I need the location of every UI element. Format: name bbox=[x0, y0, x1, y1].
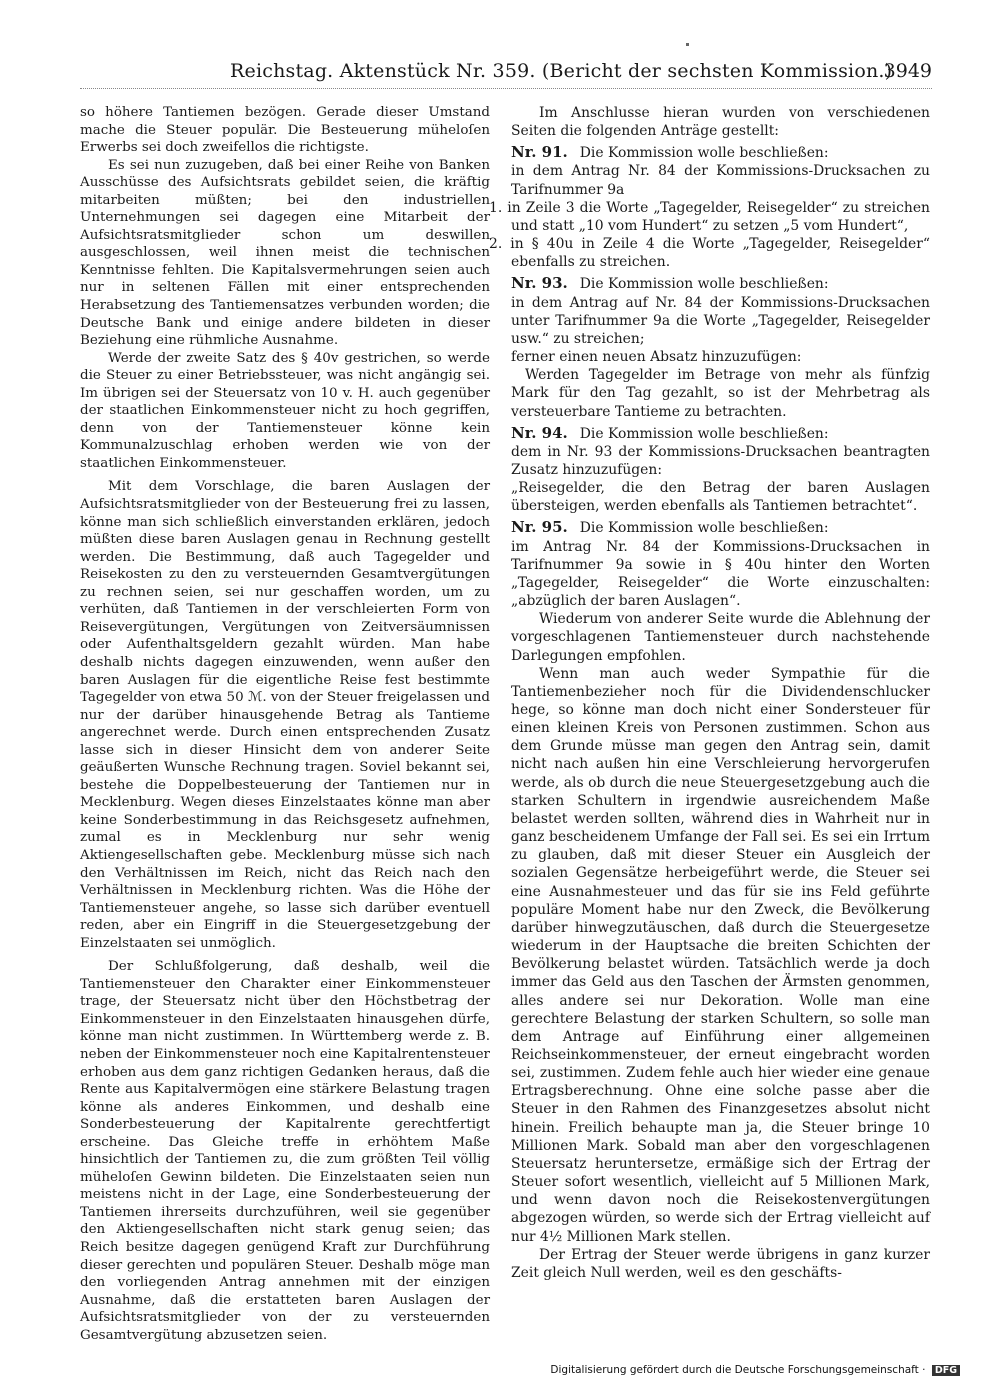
paragraph: Wenn man auch weder Sympathie für die Tantiemenbezieher noch für die Dividendenschlucker hege, so könne man doch nicht einer Sondersteuer für einen kleinen Kreis von Personen zustimmen. Schon aus dem Grunde müsse man gegen den Antrag sein, damit nicht nach außen hin eine Verschleierung hervorgerufen werde, als ob durch die neue Steuergesetzgebung auch die starken Schultern in irgendwie ausreichendem Maße belastet werden sollten, während dies in Wahrheit nur in ganz bescheidenem Umfange der Fall sei. Es sei ein Irrtum zu glauben, daß mit dieser Steuer ein Ausgleich der sozialen Gegensätze herbeigeführt werde, die Steuer sei eine Ausnahmesteuer und das für sie ins Feld geführte populäre Moment habe nur den Zweck, die Bevölkerung darüber hinwegzutäuschen, daß durch die Steuergesetze wiederum in der Hauptsache die breiten Schichten der Bevölkerung belastet würden. Tatsächlich werde ja doch immer das Geld aus den Taschen der Ärmsten genommen, alles andere sei nur Dekoration. Wolle man eine gerechtere Belastung der starken Schultern, so solle man dem Antrage auf Einführung einer allgemeinen Reichseinkommensteuer, der erneut eingebracht worden sei, zustimmen. Zudem fehle auch hier wieder eine genaue Ertragsberechnung. Ohne eine solche passe aber die Steuer in den Rahmen des Finanzgesetzes absolut nicht hinein. Freilich behaupte man ja, die Steuer bringe 10 Millionen Mark. Sobald man aber den vorgeschlagenen Steuersatz heruntersetze, ermäßige sich der Ertrag der Steuer sofort wesentlich, vielleicht auf 5 Millionen Mark, und wenn davon noch die Reisekostenvergütungen abgezogen würden, so werde sich der Ertrag vielleicht auf nur 4½ Millionen Mark stellen. bbox=[511, 665, 930, 1245]
motion-item: 1. in Zeile 3 die Worte „Tagegelder, Reisegelder“ zu streichen und statt „10 vom Hundert“ zu setzen „5 vom Hundert“, bbox=[489, 199, 930, 234]
motion-quote: „Reisegelder, die den Betrag der baren Auslagen übersteigen, werden ebenfalls als Tantiemen betrachtet“. bbox=[511, 480, 930, 515]
right-column bbox=[489, 104, 930, 1282]
credit-text: Digitalisierung gefördert durch die Deutsche Forschungsgemeinschaft · bbox=[550, 1364, 926, 1376]
motion-94 bbox=[511, 424, 930, 516]
motion-heading: Die Kommission wolle beschließen: bbox=[579, 520, 829, 537]
page-number: 3949 bbox=[883, 60, 932, 82]
motion-number: Nr. 93. bbox=[511, 274, 568, 293]
paragraph: Der Schlußfolgerung, daß deshalb, weil die Tantiemensteuer den Charakter einer Einkommensteuer trage, der Steuersatz nicht über den Höchstbetrag der Einkommensteuer in den Einzelstaaten hinausgehen dürfe, könne man nicht zustimmen. In Württemberg werde z. B. neben der Einkommensteuer noch eine Kapitalrentensteuer erhoben aus dem ganz richtigen Gedanken heraus, daß die Rente aus Kapitalvermögen eine stärkere Belastung tragen könne als anderes Einkommen, und deshalb eine Sonderbesteuerung der Kapitalrente gerechtfertigt erscheine. Das Gleiche treffe in erhöhtem Maße hinsichtlich der Tantiemen zu, die zum größten Teil völlig müheloſen Gewinn bildeten. Die Einzelstaaten seien nun meistens nicht in der Lage, eine Sonderbesteuerung der Tantiemen ihrerseits durchzuführen, weil sie gegenüber den Aktiengesellschaften nicht stark genug seien; das Reich besitze dagegen genügend Kraft zur Durchführung dieser gerechten und populären Steuer. Deshalb möge man den vorliegenden Antrag annehmen mit der einzigen Ausnahme, daß die erstatteten baren Auslagen der Aufsichtsratsmitglieder von der zu versteuernden Gesamtvergütung abzusetzen seien. bbox=[80, 959, 490, 1343]
digitization-credit bbox=[550, 1364, 960, 1376]
motion-text: ferner einen neuen Absatz hinzuzufügen: bbox=[511, 349, 802, 366]
motion-number: Nr. 95. bbox=[511, 518, 568, 537]
motion-text: in dem Antrag auf Nr. 84 der Kommissions-Drucksachen unter Tarifnummer 9a die Worte „Tagegelder, Reisegelder usw.“ zu streichen; bbox=[511, 294, 930, 347]
motion-95 bbox=[511, 518, 930, 610]
motion-heading: Die Kommission wolle beschließen: bbox=[579, 276, 829, 293]
print-mark bbox=[686, 43, 689, 46]
motion-number: Nr. 94. bbox=[511, 423, 568, 442]
paragraph: so höhere Tantiemen bezögen. Gerade dieser Umstand mache die Steuer populär. Die Besteuerung müheloſen Erwerbs sei doch zweifellos die richtigste. bbox=[80, 105, 490, 156]
motion-number: Nr. 91. bbox=[511, 143, 568, 162]
motion-heading: Die Kommission wolle beschließen: bbox=[579, 425, 829, 442]
motion-heading: Die Kommission wolle beschließen: bbox=[579, 145, 829, 162]
paragraph: Wiederum von anderer Seite wurde die Ablehnung der vorgeschlagenen Tantiemensteuer durch nachstehende Darlegungen empfohlen. bbox=[511, 611, 930, 664]
paragraph: Mit dem Vorschlage, die baren Auslagen der Aufsichtsratsmitglieder von der Besteuerung frei zu lassen, könne man sich schließlich einverstanden erklären, jedoch müßten diese baren Auslagen genau in Rechnung gestellt werden. Die Bestimmung, daß auch Tagegelder und Reisekosten zu den zu versteuernden Gesamtvergütungen zu rechnen seien, sei nur geschaffen worden, um zu verhüten, daß Tantiemen in der verschleierten Form von Reisevergütungen, Vergütungen von Zeitversäumnissen oder Aufenthaltsgeldern gezahlt würden. Man habe deshalb nichts dagegen einzuwenden, wenn außer den baren Auslagen für die eigentliche Reise fest bestimmte Tagegelder von etwa 50 ℳ. von der Steuer freigelassen und nur der darüber hinausgehende Betrag als Tantieme angerechnet werde. Durch einen entsprechenden Zusatz lasse sich in dieser Hinsicht dem von anderer Seite geäußerten Wunsche Rechnung tragen. Soviel bekannt sei, bestehe die Doppelbesteuerung der Tantiemen nur in Mecklenburg. Wegen dieses Einzelstaates könne man aber keine Sonderbestimmung in das Reichsgesetz aufnehmen, zumal es in Mecklenburg nur sehr wenig Aktiengesellschaften gebe. Mecklenburg müsse sich nach den Verhältnissen im Reich, nicht das Reich nach den Verhältnissen in Mecklenburg richten. Was die Höhe der Tantiemensteuer angehe, so lasse sich darüber eventuell reden, aber ein Eingriff in die Steuergesetzgebung der Einzelstaaten sei unmöglich. bbox=[80, 479, 490, 951]
motion-text: dem in Nr. 93 der Kommissions-Drucksachen beantragten Zusatz hinzuzufügen: bbox=[511, 443, 930, 478]
paragraph: Werde der zweite Satz des § 40v gestrichen, so werde die Steuer zu einer Betriebssteuer, was nicht angängig sei. Im übrigen sei der Steuersatz von 10 v. H. auch gegenüber der staatlichen Einkommensteuer nicht zu hoch gegriffen, denn von der Tantiemensteuer könne kein Kommunalzuschlag erhoben werden wie von der staatlichen Einkommensteuer. bbox=[80, 350, 490, 471]
left-column bbox=[80, 104, 490, 1344]
intro-paragraph: Im Anschlusse hieran wurden von verschiedenen Seiten die folgenden Anträge gestellt: bbox=[511, 105, 930, 140]
motion-91 bbox=[489, 143, 930, 271]
motion-text: in dem Antrag Nr. 84 der Kommissions-Drucksachen zu Tarifnummer 9a bbox=[511, 163, 930, 198]
paragraph: Es sei nun zuzugeben, daß bei einer Reihe von Banken Ausschüsse des Aufsichtsrats gebildet seien, die kräftig mitarbeiten müßten; bei den industriellen Unternehmungen sei dagegen eine Mitarbeit der Aufsichtsratsmitglieder schon um deswillen ausgeschlossen, weil ihnen meist die technischen Kenntnisse fehlten. Die Kapitalsvermehrungen seien auch nur in seltenen Fällen mit einer entsprechenden Herabsetzung des Tantiemensatzes verbunden worden; die Deutsche Bank und einige andere bildeten in dieser Beziehung eine rühmliche Ausnahme. bbox=[80, 157, 490, 349]
motion-93 bbox=[511, 274, 930, 420]
page-header bbox=[80, 58, 932, 89]
dfg-logo: DFG bbox=[932, 1365, 960, 1376]
paragraph: Der Ertrag der Steuer werde übrigens in ganz kurzer Zeit gleich Null werden, weil es den geschäfts- bbox=[511, 1246, 930, 1281]
motion-text: im Antrag Nr. 84 der Kommissions-Drucksachen in Tarifnummer 9a sowie in § 40u hinter den Worten „Tagegelder, Reisegelder“ die Worte einzuschalten: „abzüglich der baren Auslagen“. bbox=[511, 538, 930, 610]
motion-quote: Werden Tagegelder im Betrage von mehr als fünfzig Mark für den Tag gezahlt, so ist der Mehrbetrag als versteuerbare Tantieme zu betrachten. bbox=[511, 367, 930, 420]
motion-item: 2. in § 40u in Zeile 4 die Worte „Tagegelder, Reisegelder“ ebenfalls zu streichen. bbox=[489, 236, 930, 271]
running-title: Reichstag. Aktenstück Nr. 359. (Bericht der sechsten Kommission.) bbox=[230, 60, 893, 82]
